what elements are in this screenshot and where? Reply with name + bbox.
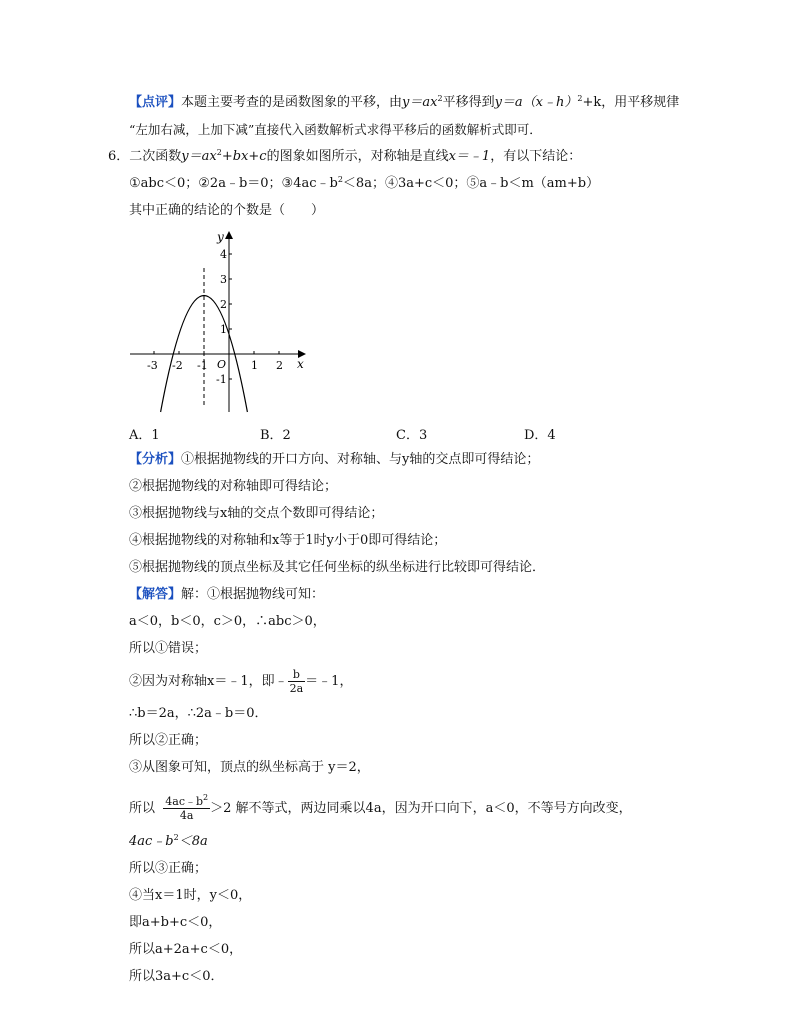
review-text: +k，用平移规律 [582, 95, 680, 110]
formula: 4ac﹣b [129, 834, 174, 849]
formula: +bx+c [221, 149, 267, 164]
fraction-numerator: b [288, 668, 306, 682]
solution-text: ＞2 解不等式，两边同乘以4a，因为开口向下，a＜0，不等号方向改变， [210, 801, 632, 816]
solution-line [129, 668, 352, 695]
formula: x＝﹣1 [448, 149, 491, 164]
formula: y＝ax [181, 149, 217, 164]
analysis-text: ①根据抛物线的开口方向、对称轴、与y轴的交点即可得结论； [181, 452, 540, 467]
exponent: 2 [203, 793, 209, 802]
question-text: 的图象如图所示，对称轴是直线 [266, 149, 449, 164]
x-axis-label: x [297, 357, 304, 371]
question-number: 6． [108, 149, 130, 164]
review-line-1 [129, 94, 679, 112]
question-conclusions [129, 175, 599, 193]
solution-line: 所以③正确； [129, 861, 208, 876]
y-tick-label: 1 [220, 323, 227, 336]
review-tag: 【点评】 [129, 95, 182, 110]
solution-text: 所以 [129, 801, 156, 816]
analysis-line-3: ③根据抛物线与x轴的交点个数即可得结论； [129, 506, 384, 521]
conclusions-text: ＜8a；④3a+c＜0；⑤a﹣b＜m（am+b） [342, 176, 600, 191]
solution-line: a＜0，b＜0，c＞0，∴abc＞0， [129, 614, 326, 629]
x-tick-label: 1 [251, 359, 258, 372]
solution-line: ∴b＝2a，∴2a﹣b＝0． [129, 706, 268, 721]
y-tick-label: 3 [220, 273, 227, 286]
option-a: A．1 [129, 428, 160, 443]
solution-text: ＝﹣1， [305, 674, 353, 689]
fraction [288, 668, 306, 695]
formula: ＜8a [178, 834, 208, 849]
y-tick-label: 4 [220, 248, 227, 261]
review-text: 平移得到 [442, 95, 495, 110]
solution-line [129, 833, 208, 851]
exponent: 2 [173, 833, 179, 842]
solution-line: 所以3a+c＜0． [129, 969, 224, 984]
solution-line: 所以②正确； [129, 733, 208, 748]
conclusions-text: ①abc＜0；②2a﹣b＝0；③4ac﹣b [129, 176, 338, 191]
question-stem [108, 148, 581, 166]
x-tick-label: -2 [172, 359, 183, 372]
solution-line: 即a+b+c＜0， [129, 915, 222, 930]
solution-line: 所以a+2a+c＜0， [129, 942, 243, 957]
solution-text: ②因为对称轴x＝﹣1，即﹣ [129, 674, 288, 689]
question-text: 二次函数 [129, 149, 182, 164]
formula: y＝a（x﹣h） [494, 95, 578, 110]
solution-line: ③从图象可知，顶点的纵坐标高于 y＝2， [129, 760, 370, 775]
review-text: 本题主要考查的是函数图象的平移，由 [181, 95, 403, 110]
x-tick-label: -3 [147, 359, 158, 372]
y-tick-label: 2 [220, 298, 227, 311]
question-text: ，有以下结论： [490, 149, 582, 164]
solution-line [129, 795, 632, 822]
analysis-line-4: ④根据抛物线的对称轴和x等于1时y小于0即可得结论； [129, 533, 447, 548]
fraction-numerator [163, 795, 210, 809]
analysis-tag: 【分析】 [129, 452, 182, 467]
question-ask: 其中正确的结论的个数是（ ） [129, 203, 325, 218]
x-tick-label: -1 [197, 359, 208, 372]
y-axis-label: y [217, 230, 224, 244]
y-tick-label: -1 [216, 373, 227, 386]
analysis-line-1 [129, 451, 539, 469]
solution-intro [129, 586, 324, 604]
fraction-denominator: 4a [179, 809, 194, 822]
option-b: B．2 [260, 428, 291, 443]
solution-line: ④当x＝1时，y＜0， [129, 888, 252, 903]
origin-label: O [217, 358, 227, 371]
solution-tag: 【解答】 [129, 587, 182, 602]
formula: y＝ax [402, 95, 438, 110]
analysis-line-2: ②根据抛物线的对称轴即可得结论； [129, 479, 338, 494]
x-tick-label: 2 [276, 359, 283, 372]
review-line-2: “左加右减，上加下减”直接代入函数解析式求得平移后的函数解析式即可． [129, 122, 542, 137]
exponent: 2 [577, 94, 583, 103]
option-c: C．3 [396, 428, 428, 443]
exponent: 2 [337, 175, 343, 184]
analysis-line-5: ⑤根据抛物线的顶点坐标及其它任何坐标的纵坐标进行比较即可得结论． [129, 560, 546, 575]
solution-text: 解：①根据抛物线可知： [181, 587, 325, 602]
fraction [163, 795, 210, 822]
parabola-graph [125, 228, 315, 414]
exponent: 2 [216, 148, 222, 157]
exponent: 2 [437, 94, 443, 103]
option-d: D．4 [524, 428, 556, 443]
fraction-denominator: 2a [289, 682, 304, 695]
numerator-text: 4ac﹣b [165, 795, 204, 808]
solution-line: 所以①错误； [129, 641, 208, 656]
